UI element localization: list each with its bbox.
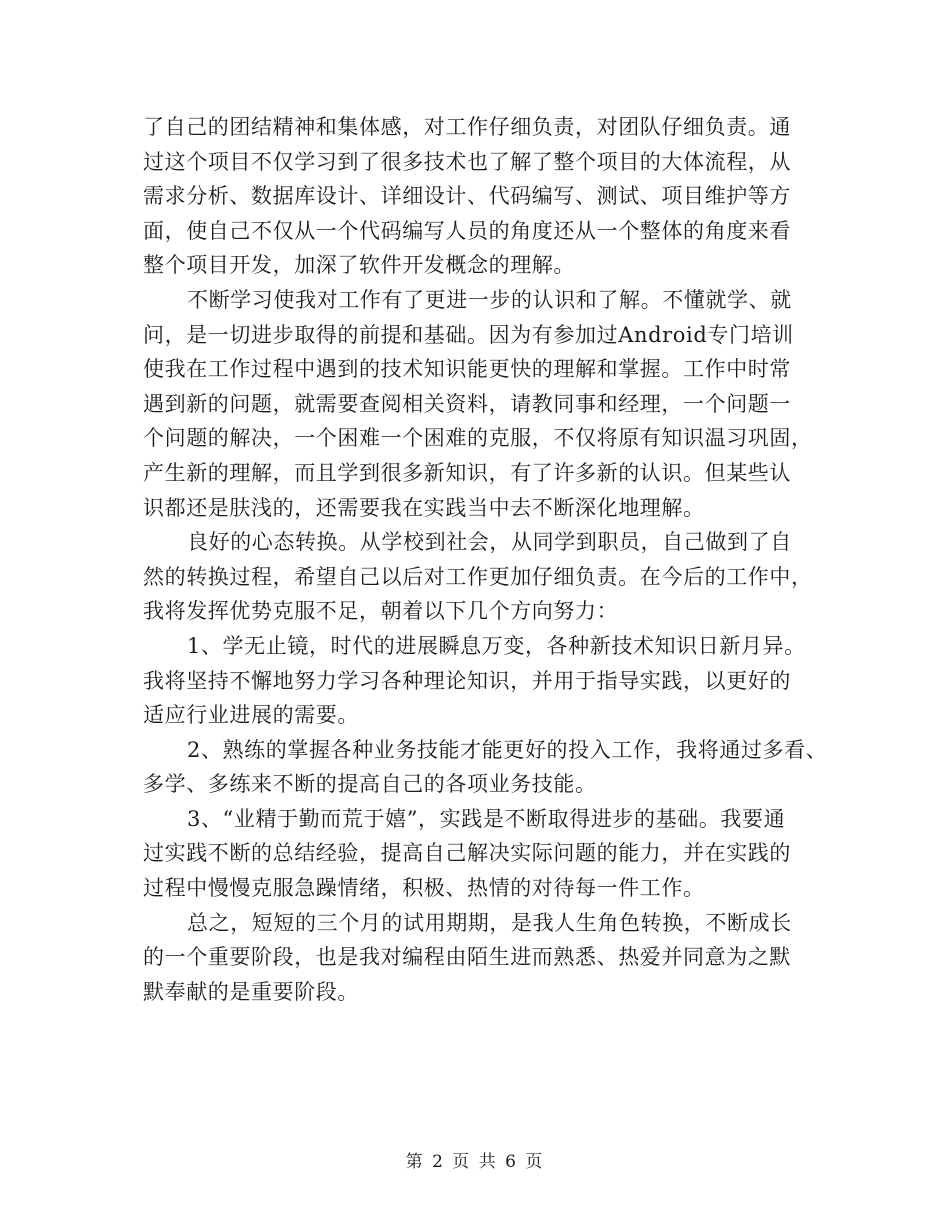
- text-line: 多学、多练来不断的提高自己的各项业务技能。: [143, 772, 597, 797]
- text-line: 产生新的理解，而且学到很多新知识，有了许多新的认识。但某些认: [143, 460, 791, 485]
- text-line: 的一个重要阶段，也是我对编程由陌生进而熟悉、热爱并同意为之默: [143, 945, 791, 970]
- text-line: 过程中慢慢克服急躁情绪，积极、热情的对待每一件工作。: [143, 876, 705, 901]
- body-text: [143, 110, 828, 1009]
- text-line: 需求分析、数据库设计、详细设计、代码编写、测试、项目维护等方: [143, 184, 791, 209]
- text-line: 个问题的解决，一个困难一个困难的克服，不仅将原有知识温习巩固，: [143, 426, 813, 451]
- text-line: 使我在工作过程中遇到的技术知识能更快的理解和掌握。工作中时常: [143, 357, 791, 382]
- text-line: 默奉献的是重要阶段。: [143, 979, 359, 1004]
- text-line: 1、学无止镜，时代的进展瞬息万变，各种新技术知识日新月异。: [187, 633, 806, 658]
- text-line: 过实践不断的总结经验，提高自己解决实际问题的能力，并在实践的: [143, 841, 791, 866]
- text-line: 遇到新的问题，就需要查阅相关资料，请教同事和经理，一个问题一: [143, 391, 791, 416]
- text-line: 3、“业精于勤而荒于嬉”，实践是不断取得进步的基础。我要通: [187, 806, 786, 831]
- text-line: 整个项目开发，加深了软件开发概念的理解。: [143, 253, 575, 278]
- text-line: 过这个项目不仅学习到了很多技术也了解了整个项目的大体流程，从: [143, 149, 791, 174]
- text-line: 我将发挥优势克服不足，朝着以下几个方向努力：: [143, 599, 619, 624]
- text-line: 面，使自己不仅从一个代码编写人员的角度还从一个整体的角度来看: [143, 218, 791, 243]
- text-line: 识都还是肤浅的，还需要我在实践当中去不断深化地理解。: [143, 495, 705, 520]
- text-line: 问，是一切进步取得的前提和基础。因为有参加过Android专门培训: [143, 322, 794, 347]
- text-line: 然的转换过程，希望自己以后对工作更加仔细负责。在今后的工作中，: [143, 564, 813, 589]
- text-line: 了自己的团结精神和集体感，对工作仔细负责，对团队仔细负责。通: [143, 115, 791, 139]
- text-line: 2、熟练的掌握各种业务技能才能更好的投入工作，我将通过多看、: [187, 737, 828, 762]
- text-line: 良好的心态转换。从学校到社会，从同学到职员，自己做到了自: [187, 530, 792, 555]
- text-line: 总之，短短的三个月的试用期期，是我人生角色转换，不断成长: [187, 910, 792, 935]
- text-line: 不断学习使我对工作有了更进一步的认识和了解。不懂就学、就: [187, 287, 792, 312]
- text-line: 我将坚持不懈地努力学习各种理论知识，并用于指导实践，以更好的: [143, 668, 791, 693]
- page-footer: 第 2 页 共 6 页: [405, 1152, 545, 1172]
- text-line: 适应行业进展的需要。: [143, 703, 359, 728]
